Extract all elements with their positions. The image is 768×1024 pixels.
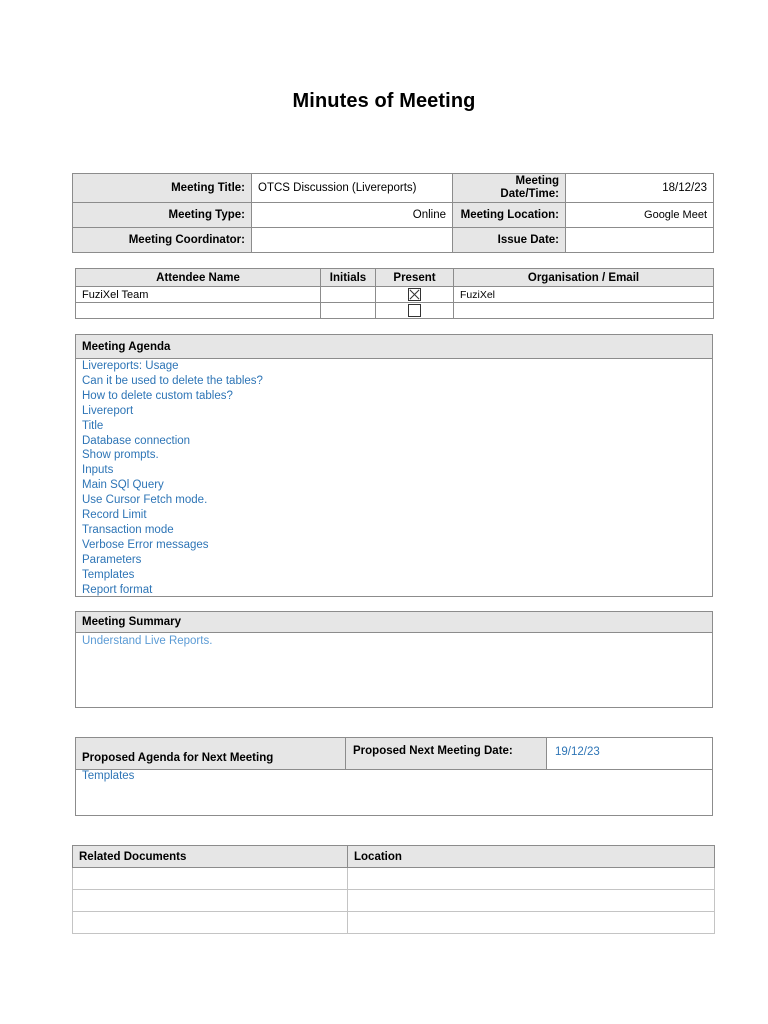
- issue-date-value[interactable]: [566, 228, 714, 253]
- meeting-location-label: Meeting Location:: [453, 203, 566, 228]
- issue-date-label: Issue Date:: [453, 228, 566, 253]
- attendee-row: [76, 287, 714, 303]
- attendee-name[interactable]: [76, 303, 321, 319]
- organisation-header: Organisation / Email: [454, 269, 714, 287]
- document-name[interactable]: [73, 868, 348, 890]
- initials-header: Initials: [321, 269, 376, 287]
- agenda-item: How to delete custom tables?: [82, 389, 233, 402]
- document-location[interactable]: [348, 912, 715, 934]
- attendee-name-header: Attendee Name: [76, 269, 321, 287]
- related-documents-header: Related Documents: [73, 846, 348, 868]
- meeting-title-value[interactable]: OTCS Discussion (Livereports): [252, 174, 453, 203]
- attendee-initials[interactable]: [321, 287, 376, 303]
- agenda-item: Livereports: Usage: [82, 360, 179, 372]
- document-name[interactable]: [73, 912, 348, 934]
- meeting-title-label: Meeting Title:: [73, 174, 252, 203]
- related-documents-table: [72, 845, 715, 934]
- coordinator-value[interactable]: [252, 228, 453, 253]
- present-checkbox[interactable]: [408, 304, 421, 317]
- next-date-label: Proposed Next Meeting Date:: [346, 738, 547, 769]
- location-header: Location: [348, 846, 715, 868]
- agenda-item: Templates: [82, 568, 135, 581]
- agenda-item: Inputs: [82, 464, 114, 477]
- meeting-datetime-value[interactable]: 18/12/23: [566, 174, 714, 203]
- present-checkbox-checked[interactable]: [408, 288, 421, 301]
- agenda-list: [76, 359, 712, 598]
- attendee-present-cell: [376, 287, 454, 303]
- next-date-value[interactable]: 19/12/23: [555, 746, 600, 758]
- agenda-item: Record Limit: [82, 509, 147, 522]
- meeting-agenda-box: [75, 334, 713, 597]
- attendee-present-cell: [376, 303, 454, 319]
- meeting-datetime-label-line2: Date/Time:: [500, 188, 559, 200]
- agenda-item: Verbose Error messages: [82, 538, 209, 551]
- meeting-summary-box: [75, 611, 713, 708]
- page-title: Minutes of Meeting: [292, 90, 476, 112]
- meeting-location-value[interactable]: Google Meet: [566, 203, 714, 228]
- attendee-org[interactable]: FuziXel: [454, 287, 714, 303]
- coordinator-label: Meeting Coordinator:: [73, 228, 252, 253]
- agenda-item: Title: [82, 419, 104, 432]
- document-row: [73, 912, 715, 934]
- document-location[interactable]: [348, 890, 715, 912]
- next-agenda-text[interactable]: Templates: [82, 770, 135, 782]
- document-row: [73, 868, 715, 890]
- agenda-item: Report format: [82, 583, 153, 596]
- meeting-agenda-header: Meeting Agenda: [76, 335, 712, 359]
- agenda-item: Livereport: [82, 404, 134, 417]
- document-location[interactable]: [348, 868, 715, 890]
- document-row: [73, 890, 715, 912]
- attendee-initials[interactable]: [321, 303, 376, 319]
- document-name[interactable]: [73, 890, 348, 912]
- agenda-item: Use Cursor Fetch mode.: [82, 494, 208, 507]
- agenda-item: Main SQl Query: [82, 479, 164, 492]
- meeting-datetime-label-line1: Meeting: [515, 175, 559, 187]
- agenda-item: Parameters: [82, 553, 142, 566]
- meeting-summary-text[interactable]: Understand Live Reports.: [82, 635, 213, 647]
- present-header: Present: [376, 269, 454, 287]
- attendee-name[interactable]: FuziXel Team: [76, 287, 321, 303]
- meeting-type-value[interactable]: Online: [252, 203, 453, 228]
- agenda-item: Show prompts.: [82, 449, 159, 462]
- meeting-type-label: Meeting Type:: [73, 203, 252, 228]
- next-agenda-label: Proposed Agenda for Next Meeting: [76, 738, 346, 769]
- meeting-datetime-label: [453, 174, 566, 203]
- agenda-item: Database connection: [82, 434, 191, 447]
- agenda-item: Transaction mode: [82, 523, 174, 536]
- agenda-item: Can it be used to delete the tables?: [82, 374, 263, 387]
- attendee-org[interactable]: [454, 303, 714, 319]
- attendee-row: [76, 303, 714, 319]
- meeting-summary-header: Meeting Summary: [76, 612, 712, 633]
- attendees-table: [75, 268, 714, 319]
- meeting-info-table: [72, 173, 714, 253]
- next-meeting-box: [75, 737, 713, 816]
